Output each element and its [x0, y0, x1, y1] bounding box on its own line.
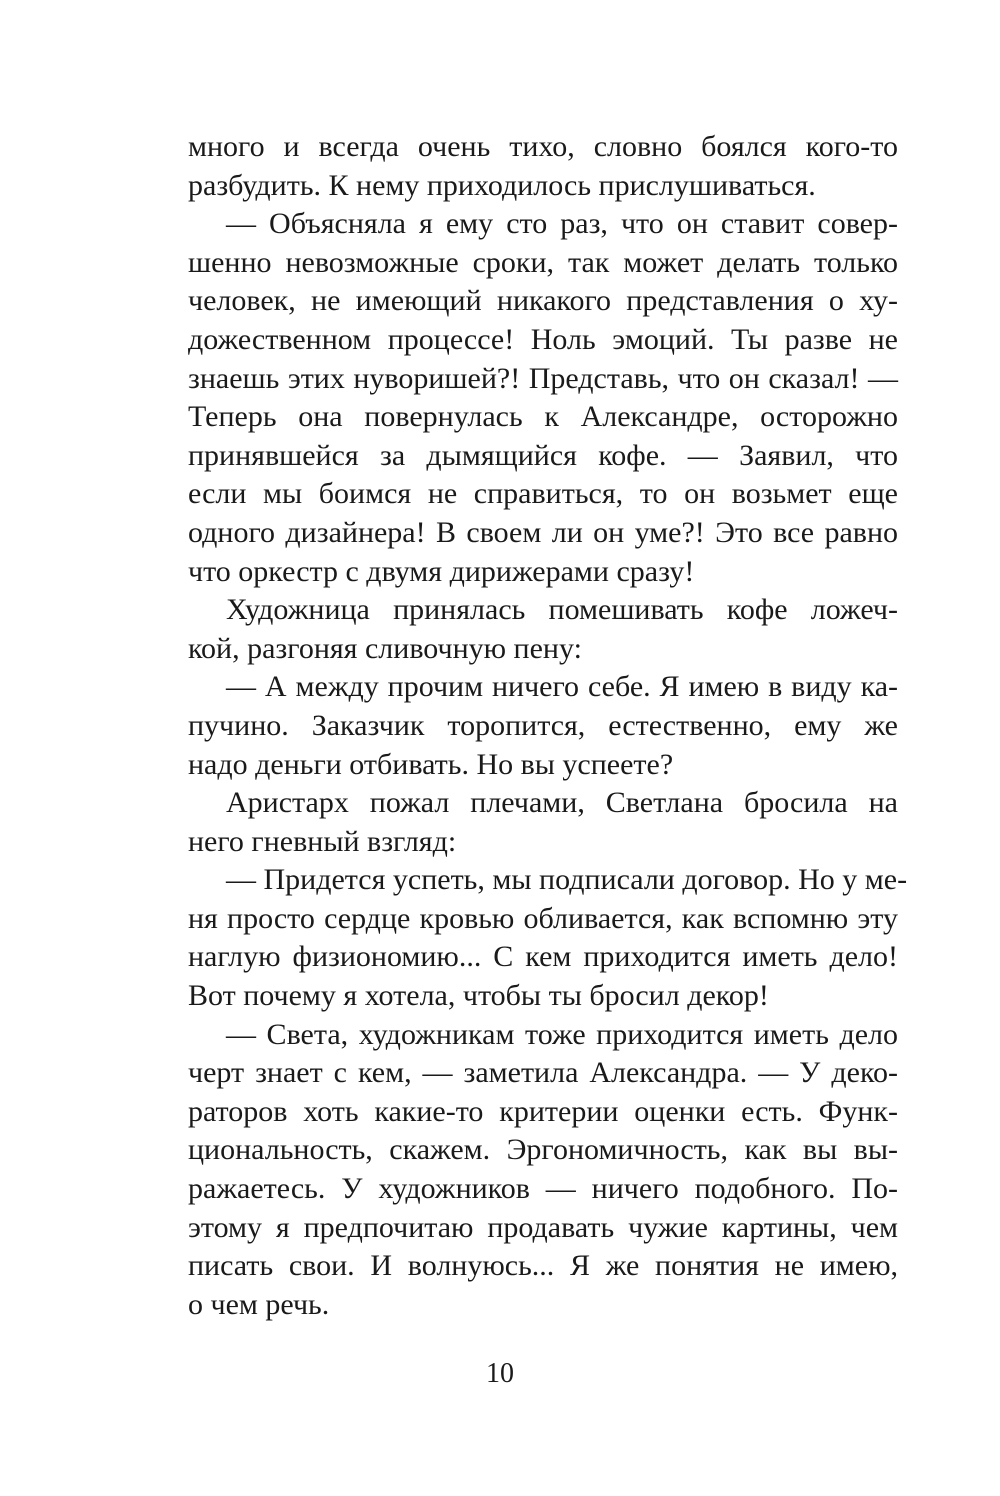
text-line: что оркестр с двумя дирижерами сразу! — [188, 554, 695, 588]
text-line: циональность, скажем. Эргономичность, как вы вы- — [188, 1133, 898, 1167]
text-line: кой, разгоняя сливочную пену: — [188, 631, 582, 665]
text-line: принявшейся за дымящийся кофе. — Заявил, что — [188, 438, 898, 472]
text-line: раторов хоть какие-то критерии оценки есть. Функ- — [188, 1094, 898, 1128]
text-line: человек, не имеющий никакого представления о ху- — [188, 284, 898, 318]
text-line: одного дизайнера! В своем ли он уме?! Это все равно — [188, 515, 898, 549]
text-line: ня просто сердце кровью обливается, как вспомню эту — [188, 901, 898, 935]
text-line: много и всегда очень тихо, словно боялся кого-то — [188, 130, 898, 163]
body-text — [188, 128, 908, 1324]
text-line: Вот почему я хотела, чтобы ты бросил декор! — [188, 979, 769, 1013]
text-line: Аристарх пожал плечами, Светлана бросила на — [226, 786, 898, 820]
text-line: — Придется успеть, мы подписали договор. Но у ме- — [226, 863, 908, 897]
text-line: знаешь этих нуворишей?! Представь, что он сказал! — — [188, 361, 898, 395]
text-line: дожественном процессе! Ноль эмоций. Ты разве не — [188, 322, 898, 356]
text-line: надо деньги отбивать. Но вы успеете? — [188, 747, 674, 781]
text-line: писать свои. И волнуюсь... Я же понятия не имею, — [188, 1249, 898, 1283]
text-line: — А между прочим ничего себе. Я имею в виду ка- — [226, 670, 898, 704]
text-line: Теперь она повернулась к Александре, осторожно — [188, 400, 898, 434]
text-line: него гневный взгляд: — [188, 824, 457, 858]
text-line: — Света, художникам тоже приходится иметь дело — [226, 1017, 898, 1051]
text-line: наглую физиономию... С кем приходится иметь дело! — [188, 940, 898, 974]
text-line: шенно невозможные сроки, так может делать только — [188, 245, 898, 279]
text-line: ражаетесь. У художников — ничего подобного. По- — [188, 1172, 898, 1206]
text-line: о чем речь. — [188, 1287, 330, 1321]
text-line: черт знает с кем, — заметила Александра. — У деко- — [188, 1056, 898, 1090]
text-line: — Объясняла я ему сто раз, что он ставит совер- — [226, 207, 898, 241]
text-line: разбудить. К нему приходилось прислушиваться. — [188, 168, 816, 202]
page-number: 10 — [486, 1358, 514, 1389]
text-line: пучино. Заказчик торопится, естественно, ему же — [188, 708, 898, 742]
text-line: если мы боимся не справиться, то он возьмет еще — [188, 477, 898, 511]
text-line: этому я предпочитаю продавать чужие картины, чем — [188, 1210, 898, 1244]
text-line: Художница принялась помешивать кофе ложеч- — [226, 593, 898, 627]
